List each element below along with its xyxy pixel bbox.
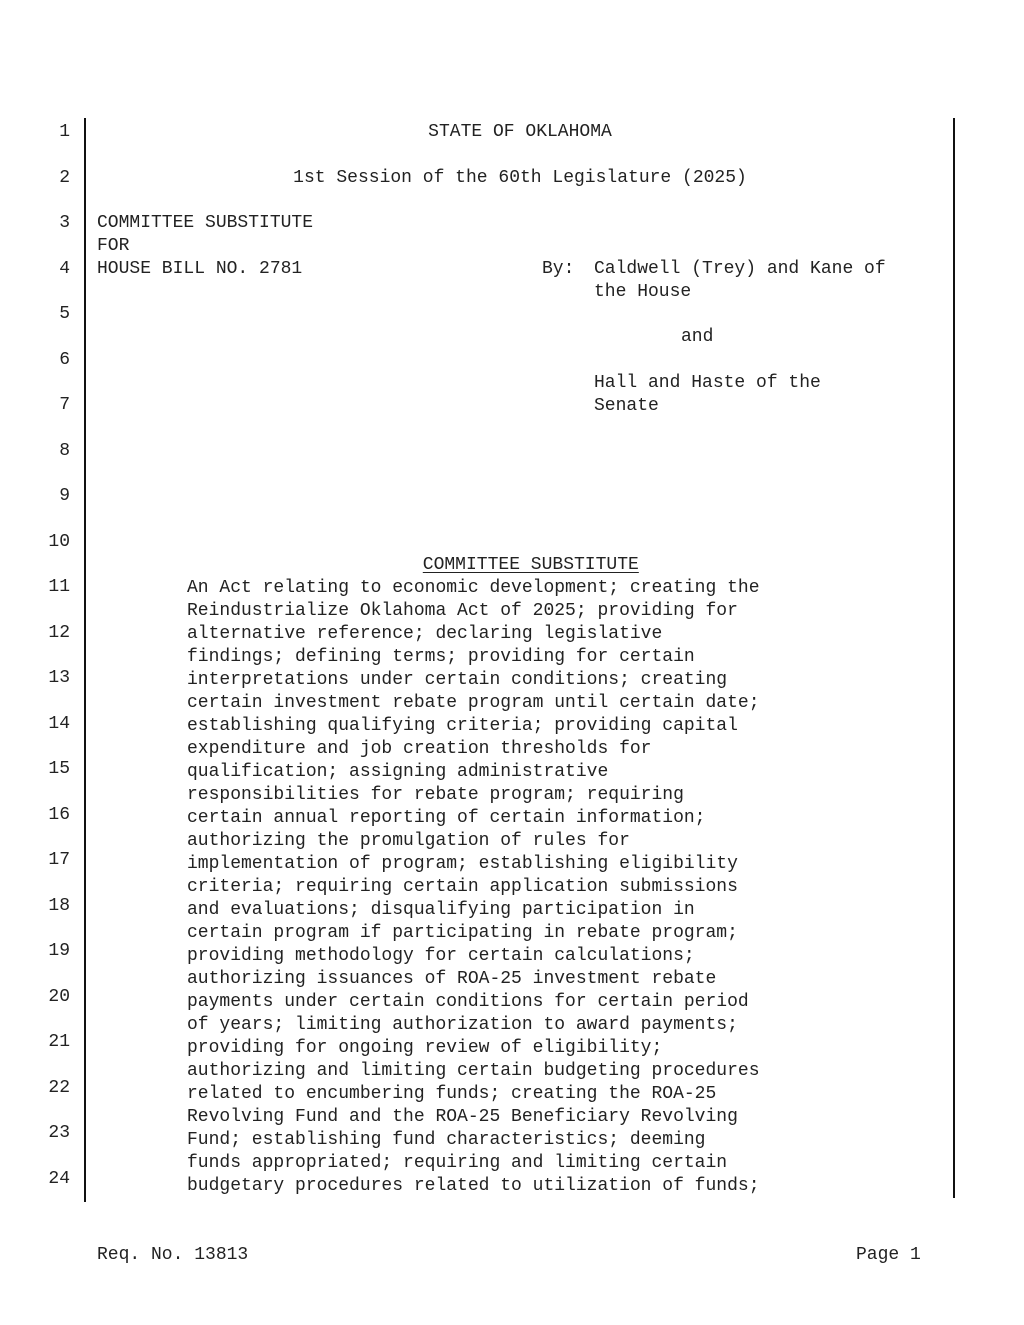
section-title-text: COMMITTEE SUBSTITUTE: [422, 555, 639, 575]
line-number: 23: [48, 1123, 70, 1143]
act-text-line: criteria; requiring certain application submissions: [187, 877, 738, 897]
bill-for-line: FOR: [97, 236, 130, 256]
page-number: Page 1: [856, 1245, 921, 1265]
act-text-line: funds appropriated; requiring and limiting certain: [187, 1153, 728, 1173]
act-description: [187, 577, 760, 1198]
house-authors-line2: the House: [594, 282, 692, 302]
act-text-line: authorizing the promulgation of rules for: [187, 831, 630, 851]
session-title: 1st Session of the 60th Legislature (2025): [293, 168, 747, 188]
house-bill-number: HOUSE BILL NO. 2781: [97, 259, 303, 279]
senate-authors-line2: Senate: [594, 396, 659, 416]
line-number: 2: [59, 167, 70, 188]
act-text-line: providing for ongoing review of eligibility;: [187, 1038, 663, 1058]
act-text-line: establishing qualifying criteria; providing capital: [187, 716, 738, 736]
line-number: 3: [59, 213, 70, 233]
act-text-line: Reindustrialize Oklahoma Act of 2025; providing for: [187, 601, 738, 621]
line-number: 6: [59, 349, 70, 370]
line-number: 21: [48, 1032, 70, 1052]
act-text-line: responsibilities for rebate program; requiring: [187, 785, 684, 805]
act-text-line: of years; limiting authorization to award payments;: [187, 1015, 738, 1035]
act-text-line: budgetary procedures related to utilization of funds;: [187, 1176, 760, 1196]
act-text-line: providing methodology for certain calculations;: [187, 946, 695, 966]
line-number: 15: [48, 759, 70, 779]
act-text-line: Fund; establishing fund characteristics; deeming: [187, 1130, 706, 1150]
line-number: 12: [48, 622, 70, 643]
act-text-line: qualification; assigning administrative: [187, 762, 609, 782]
request-number: Req. No. 13813: [97, 1245, 249, 1265]
act-text-line: interpretations under certain conditions; creating: [187, 670, 728, 690]
line-number: 11: [48, 577, 70, 597]
act-text-line: related to encumbering funds; creating the ROA-25: [187, 1084, 717, 1104]
line-number: 19: [48, 941, 70, 961]
act-text-line: and evaluations; disqualifying participation in: [187, 900, 695, 920]
act-text-line: certain program if participating in rebate program;: [187, 923, 738, 943]
line-number: 17: [48, 850, 70, 870]
line-number: 1: [59, 122, 70, 142]
act-text-line: expenditure and job creation thresholds for: [187, 739, 652, 759]
right-margin-rule: [953, 118, 955, 1198]
left-margin-rule: [84, 118, 86, 1202]
authors-and: and: [681, 327, 714, 347]
act-text-line: authorizing and limiting certain budgeting procedures: [187, 1061, 760, 1081]
line-number: 24: [48, 1168, 70, 1189]
line-number: 4: [59, 258, 70, 279]
line-number: 22: [48, 1077, 70, 1098]
act-text-line: certain investment rebate program until certain date;: [187, 693, 760, 713]
act-text-line: payments under certain conditions for certain period: [187, 992, 749, 1012]
section-title: [86, 531, 954, 577]
act-text-line: certain annual reporting of certain information;: [187, 808, 706, 828]
line-number: 10: [48, 531, 70, 552]
by-label: By:: [542, 259, 575, 279]
line-number: 5: [59, 304, 70, 324]
act-text-line: Revolving Fund and the ROA-25 Beneficiary Revolving: [187, 1107, 738, 1127]
act-text-line: alternative reference; declaring legislative: [187, 624, 663, 644]
act-text-line: findings; defining terms; providing for certain: [187, 647, 695, 667]
line-number: 18: [48, 895, 70, 916]
house-authors-line1: Caldwell (Trey) and Kane of: [594, 259, 886, 279]
act-text-line: implementation of program; establishing eligibility: [187, 854, 738, 874]
line-number: 20: [48, 986, 70, 1007]
act-text-line: An Act relating to economic development; creating the: [187, 578, 760, 598]
line-number: 9: [59, 486, 70, 506]
state-title: STATE OF OKLAHOMA: [428, 122, 612, 142]
line-number: 8: [59, 440, 70, 461]
bill-type-line: COMMITTEE SUBSTITUTE: [97, 213, 314, 233]
line-number: 7: [59, 395, 70, 415]
line-number: 13: [48, 668, 70, 688]
act-text-line: authorizing issuances of ROA-25 investment rebate: [187, 969, 717, 989]
senate-authors-line1: Hall and Haste of the: [594, 373, 821, 393]
line-number: 16: [48, 804, 70, 825]
line-number: 14: [48, 713, 70, 734]
